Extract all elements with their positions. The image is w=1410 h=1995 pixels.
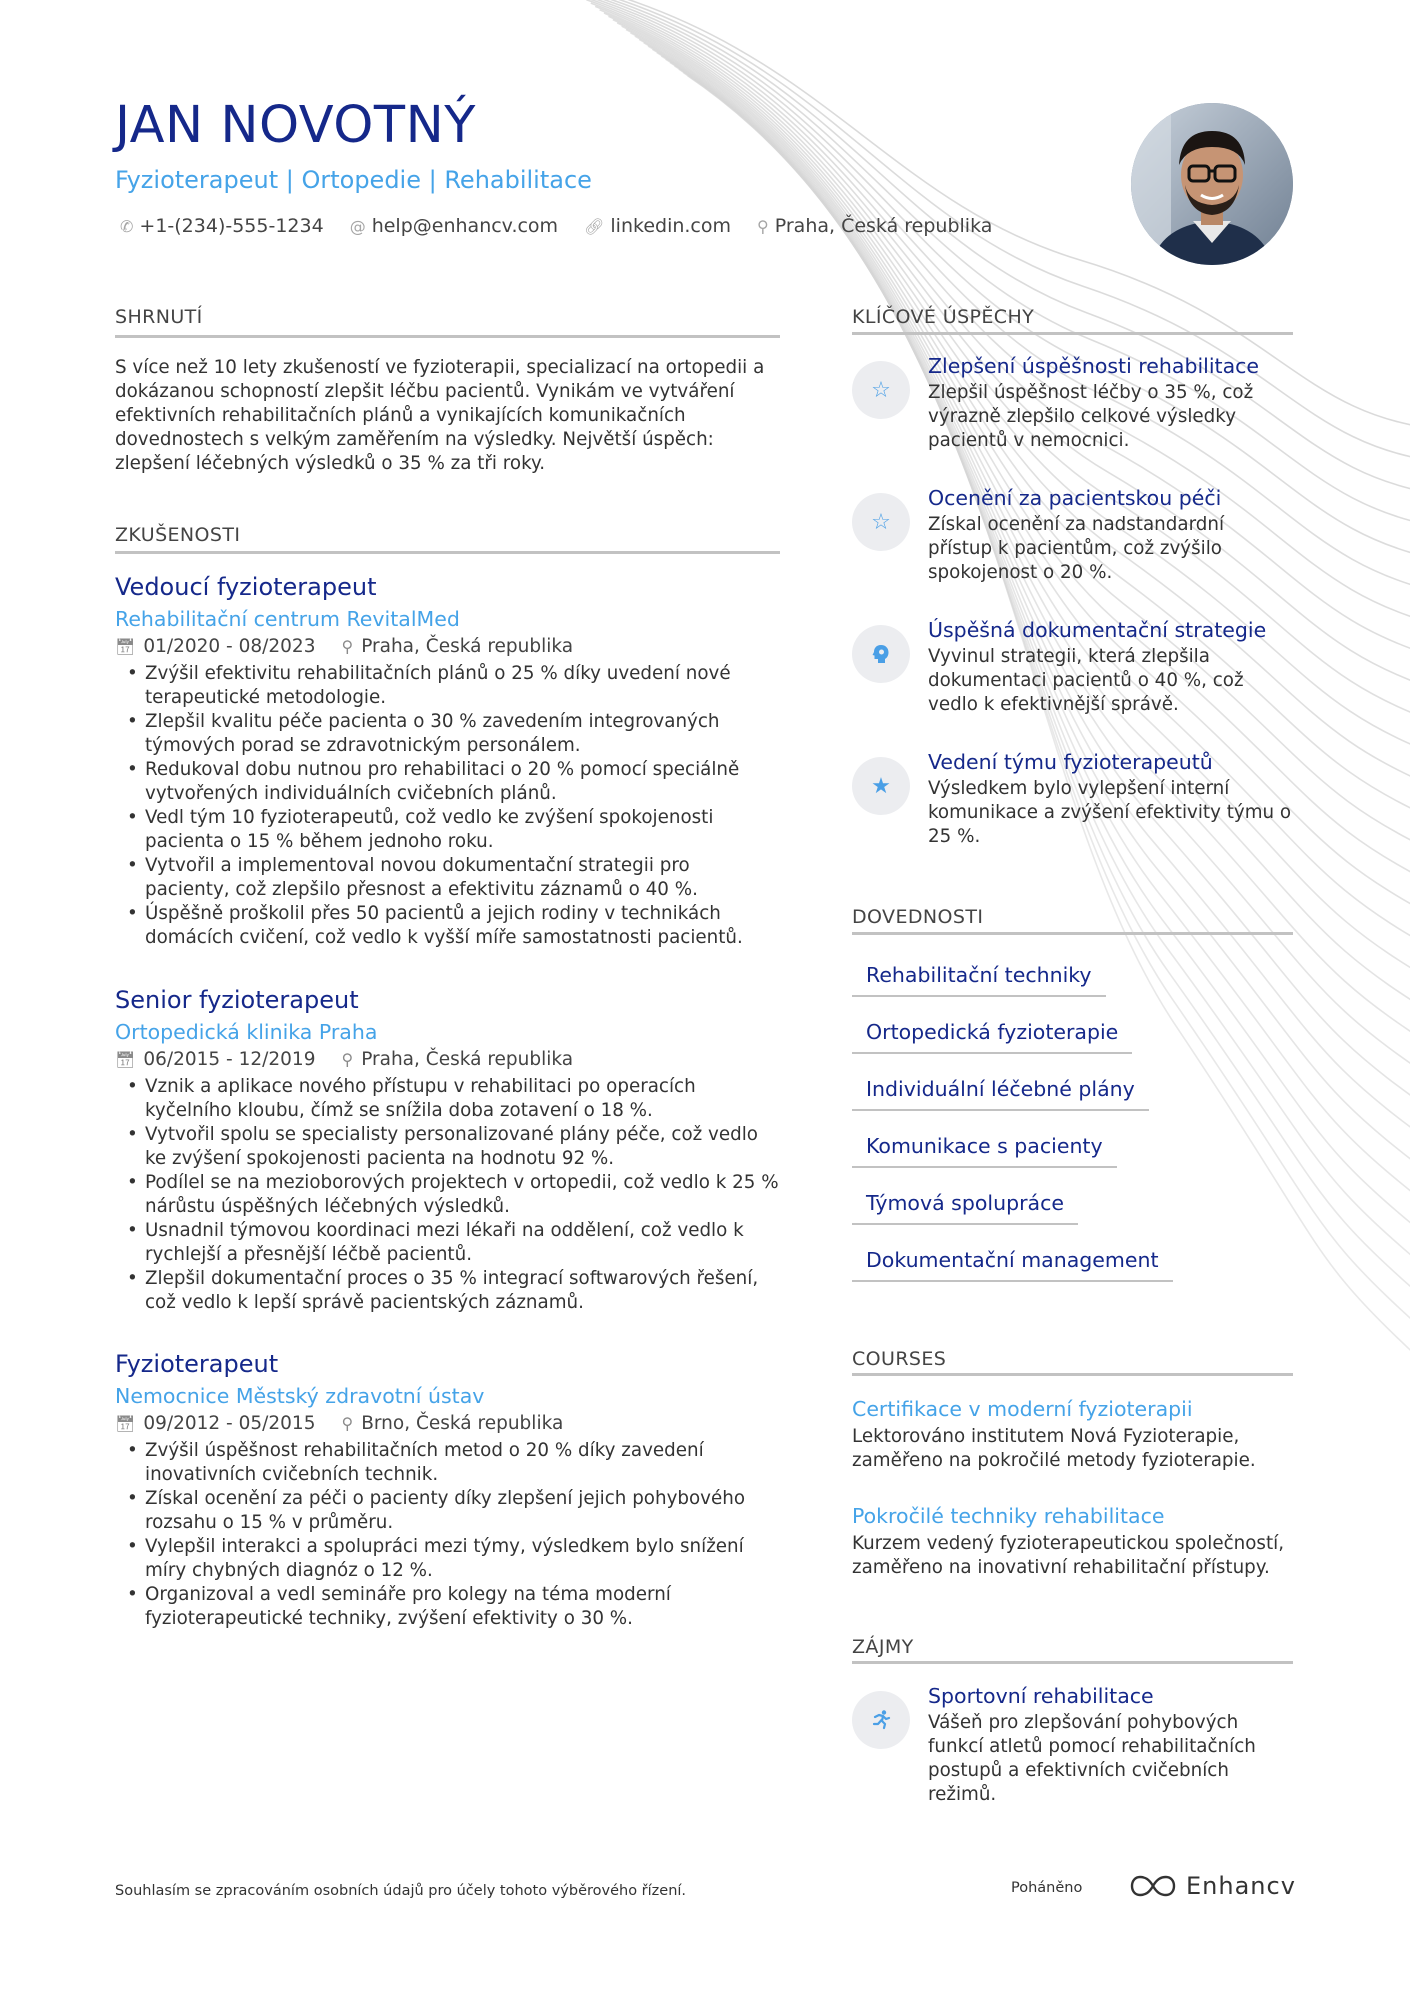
job-dates: 09/2012 - 05/2015: [143, 1413, 316, 1434]
section-divider: [852, 1373, 1293, 1376]
brand-name: Enhancv: [1186, 1872, 1296, 1900]
link-icon: 🔗︎: [584, 216, 605, 236]
section-heading-achievements: KLÍČOVÉ ÚSPĚCHY: [852, 306, 1035, 328]
skill-tag: Dokumentační management: [852, 1246, 1173, 1282]
job-bullet: • Vedl tým 10 fyzioterapeutů, což vedlo ke zvýšení spokojenosti pacienta o 15 % během jednoho roku.: [145, 806, 780, 854]
skill-tag: Komunikace s pacienty: [852, 1132, 1117, 1168]
calendar-icon: 📅︎: [115, 1414, 136, 1433]
interest-item: [852, 1683, 1292, 1807]
achievement-title: Ocenění za pacientskou péči: [928, 486, 1222, 510]
head-brain-icon: [852, 625, 910, 683]
job-location: Brno, Česká republika: [361, 1413, 564, 1434]
job-bullet: • Vytvořil spolu se specialisty personalizované plány péče, což vedlo ke zvýšení spokojenosti pacienta na hodnotu 92 %.: [145, 1123, 780, 1171]
job-bullet: • Organizoval a vedl semináře pro kolegy na téma moderní fyzioterapeutické techniky, zvýšení efektivity o 30 %.: [145, 1583, 780, 1631]
section-divider: [115, 551, 780, 554]
job-title: Senior fyzioterapeut: [115, 986, 359, 1014]
location-pin-icon: ⚲: [341, 637, 354, 656]
job-bullet: • Podílel se na mezioborových projektech v ortopedii, což vedlo k 25 % nárůstu úspěšných léčebných výsledků.: [145, 1171, 780, 1219]
star-filled-icon: ★: [852, 757, 910, 815]
achievement-item: [852, 749, 1292, 849]
contact-linkedin[interactable]: 🔗︎ linkedin.com: [584, 215, 732, 237]
achievement-title: Zlepšení úspěšnosti rehabilitace: [928, 354, 1260, 378]
job-company: Ortopedická klinika Praha: [115, 1020, 378, 1044]
job-company: Rehabilitační centrum RevitalMed: [115, 607, 460, 631]
footer-powered-by: Poháněno: [1011, 1880, 1083, 1896]
course-item: [852, 1395, 1293, 1473]
achievement-item: [852, 485, 1292, 585]
at-icon: @: [349, 216, 366, 236]
job-bullet: • Zlepšil dokumentační proces o 35 % integrací softwarových řešení, což vedlo k lepší správě pacientských záznamů.: [145, 1267, 780, 1315]
contact-phone[interactable]: ✆ +1-(234)-555-1234: [120, 215, 324, 237]
calendar-icon: 📅︎: [115, 1050, 136, 1069]
section-heading-courses: COURSES: [852, 1348, 947, 1370]
achievement-desc: Získal ocenění za nadstandardní přístup k pacientům, což zvýšilo spokojenost o 20 %.: [928, 514, 1225, 583]
job-bullet: • Vytvořil a implementoval novou dokumentační strategii pro pacienty, což zlepšilo přesnost a efektivitu záznamů o 40 %.: [145, 854, 780, 902]
achievement-item: [852, 353, 1292, 453]
section-heading-skills: DOVEDNOSTI: [852, 906, 984, 928]
section-heading-experience: ZKUŠENOSTI: [115, 524, 241, 546]
calendar-icon: 📅︎: [115, 637, 136, 656]
job-bullet: • Zvýšil efektivitu rehabilitačních plánů o 25 % díky uvedení nové terapeutické metodologie.: [145, 662, 780, 710]
star-outline-icon: ☆: [852, 361, 910, 419]
achievement-desc: Výsledkem bylo vylepšení interní komunikace a zvýšení efektivity týmu o 25 %.: [928, 778, 1292, 847]
course-desc: Lektorováno institutem Nová Fyzioterapie, zaměřeno na pokročilé metody fyzioterapie.: [852, 1426, 1256, 1471]
interest-title: Sportovní rehabilitace: [928, 1684, 1154, 1708]
job-entry: [115, 571, 780, 950]
interest-desc: Vášeň pro zlepšování pohybových funkcí atletů pomocí rehabilitačních postupů a efektivních cvičebních režimů.: [928, 1712, 1256, 1805]
phone-icon: ✆: [120, 216, 134, 236]
contact-bar: [120, 215, 992, 237]
job-bullet: • Zlepšil kvalitu péče pacienta o 30 % zavedením integrovaných týmových porad se zdravotnickým personálem.: [145, 710, 780, 758]
job-bullet: • Zvýšil úspěšnost rehabilitačních metod o 20 % díky zavedení inovativních cvičebních technik.: [145, 1439, 780, 1487]
job-bullet: • Usnadnil týmovou koordinaci mezi lékaři na oddělení, což vedlo k rychlejší a přesnější léčbě pacientů.: [145, 1219, 780, 1267]
job-location: Praha, Česká republika: [361, 636, 574, 657]
section-divider: [852, 932, 1293, 935]
section-divider: [852, 1661, 1293, 1664]
location-pin-icon: ⚲: [341, 1050, 354, 1069]
candidate-subtitle: Fyzioterapeut | Ortopedie | Rehabilitace: [115, 166, 592, 194]
job-dates: 06/2015 - 12/2019: [143, 1049, 316, 1070]
section-divider: [115, 335, 780, 338]
job-bullet: • Získal ocenění za péči o pacienty díky zlepšení jejich pohybového rozsahu o 15 % v průměru.: [145, 1487, 780, 1535]
skill-tag: Individuální léčebné plány: [852, 1075, 1149, 1111]
job-bullets: [115, 1075, 780, 1315]
job-bullets: [115, 662, 780, 950]
achievement-title: Vedení týmu fyzioterapeutů: [928, 750, 1213, 774]
contact-email[interactable]: @ help@enhancv.com: [349, 215, 559, 237]
job-company: Nemocnice Městský zdravotní ústav: [115, 1384, 485, 1408]
job-entry: [115, 1348, 780, 1631]
candidate-name: JAN NOVOTNÝ: [115, 96, 476, 155]
job-bullet: • Úspěšně proškolil přes 50 pacientů a jejich rodiny v technikách domácích cvičení, což vedlo k vyšší míře samostatnosti pacientů.: [145, 902, 780, 950]
job-bullets: [115, 1439, 780, 1631]
running-icon: [852, 1691, 910, 1749]
contact-location: ⚲ Praha, Česká republika: [757, 215, 993, 237]
course-item: [852, 1502, 1293, 1580]
job-meta: [115, 1047, 780, 1073]
achievement-desc: Vyvinul strategii, která zlepšila dokumentaci pacientů o 40 %, což vedlo k efektivnější správě.: [928, 646, 1244, 715]
location-pin-icon: ⚲: [757, 216, 769, 236]
job-title: Vedoucí fyzioterapeut: [115, 573, 377, 601]
course-title: Pokročilé techniky rehabilitace: [852, 1504, 1165, 1528]
job-meta: [115, 634, 780, 660]
summary-text: S více než 10 lety zkušeností ve fyzioterapii, specializací na ortopedii a dokázanou schopností zlepšit léčbu pacientů. Vynikám ve vytváření efektivních rehabilitačních plánů a vynikajících komunikačních dovednostech s velkým zaměřením na výsledky. Největší úspěch: zlepšení léčebných výsledků o 35 % za tři roky.: [115, 357, 765, 474]
section-heading-interests: ZÁJMY: [852, 1636, 914, 1658]
achievement-desc: Zlepšil úspěšnost léčby o 35 %, což výrazně zlepšilo celkové výsledky pacientů v nemocnici.: [928, 382, 1254, 451]
job-title: Fyzioterapeut: [115, 1350, 279, 1378]
skill-tag: Rehabilitační techniky: [852, 961, 1106, 997]
job-bullet: • Redukoval dobu nutnou pro rehabilitaci o 20 % pomocí speciálně vytvořených individuálních cvičebních plánů.: [145, 758, 780, 806]
location-pin-icon: ⚲: [341, 1414, 354, 1433]
course-title: Certifikace v moderní fyzioterapii: [852, 1397, 1193, 1421]
course-desc: Kurzem vedený fyzioterapeutickou společností, zaměřeno na inovativní rehabilitační přístupy.: [852, 1533, 1285, 1578]
skill-tag: Týmová spolupráce: [852, 1189, 1078, 1225]
star-outline-icon: ☆: [852, 493, 910, 551]
section-heading-summary: SHRNUTÍ: [115, 306, 203, 328]
job-bullet: • Vylepšil interakci a spolupráci mezi týmy, výsledkem bylo snížení míry chybných diagnóz o 12 %.: [145, 1535, 780, 1583]
job-dates: 01/2020 - 08/2023: [143, 636, 316, 657]
job-entry: [115, 984, 780, 1315]
achievement-item: [852, 617, 1292, 717]
enhancv-logo-icon: [1130, 1874, 1176, 1898]
footer-consent: Souhlasím se zpracováním osobních údajů pro účely tohoto výběrového řízení.: [115, 1883, 687, 1899]
skill-tag: Ortopedická fyzioterapie: [852, 1018, 1132, 1054]
job-bullet: • Vznik a aplikace nového přístupu v rehabilitaci po operacích kyčelního kloubu, čímž se snížila doba zotavení o 18 %.: [145, 1075, 780, 1123]
job-location: Praha, Česká republika: [361, 1049, 574, 1070]
section-divider: [852, 332, 1293, 335]
job-meta: [115, 1411, 780, 1437]
achievement-title: Úspěšná dokumentační strategie: [928, 618, 1267, 642]
brand-logo[interactable]: [1130, 1872, 1296, 1900]
profile-photo: [1131, 103, 1293, 265]
